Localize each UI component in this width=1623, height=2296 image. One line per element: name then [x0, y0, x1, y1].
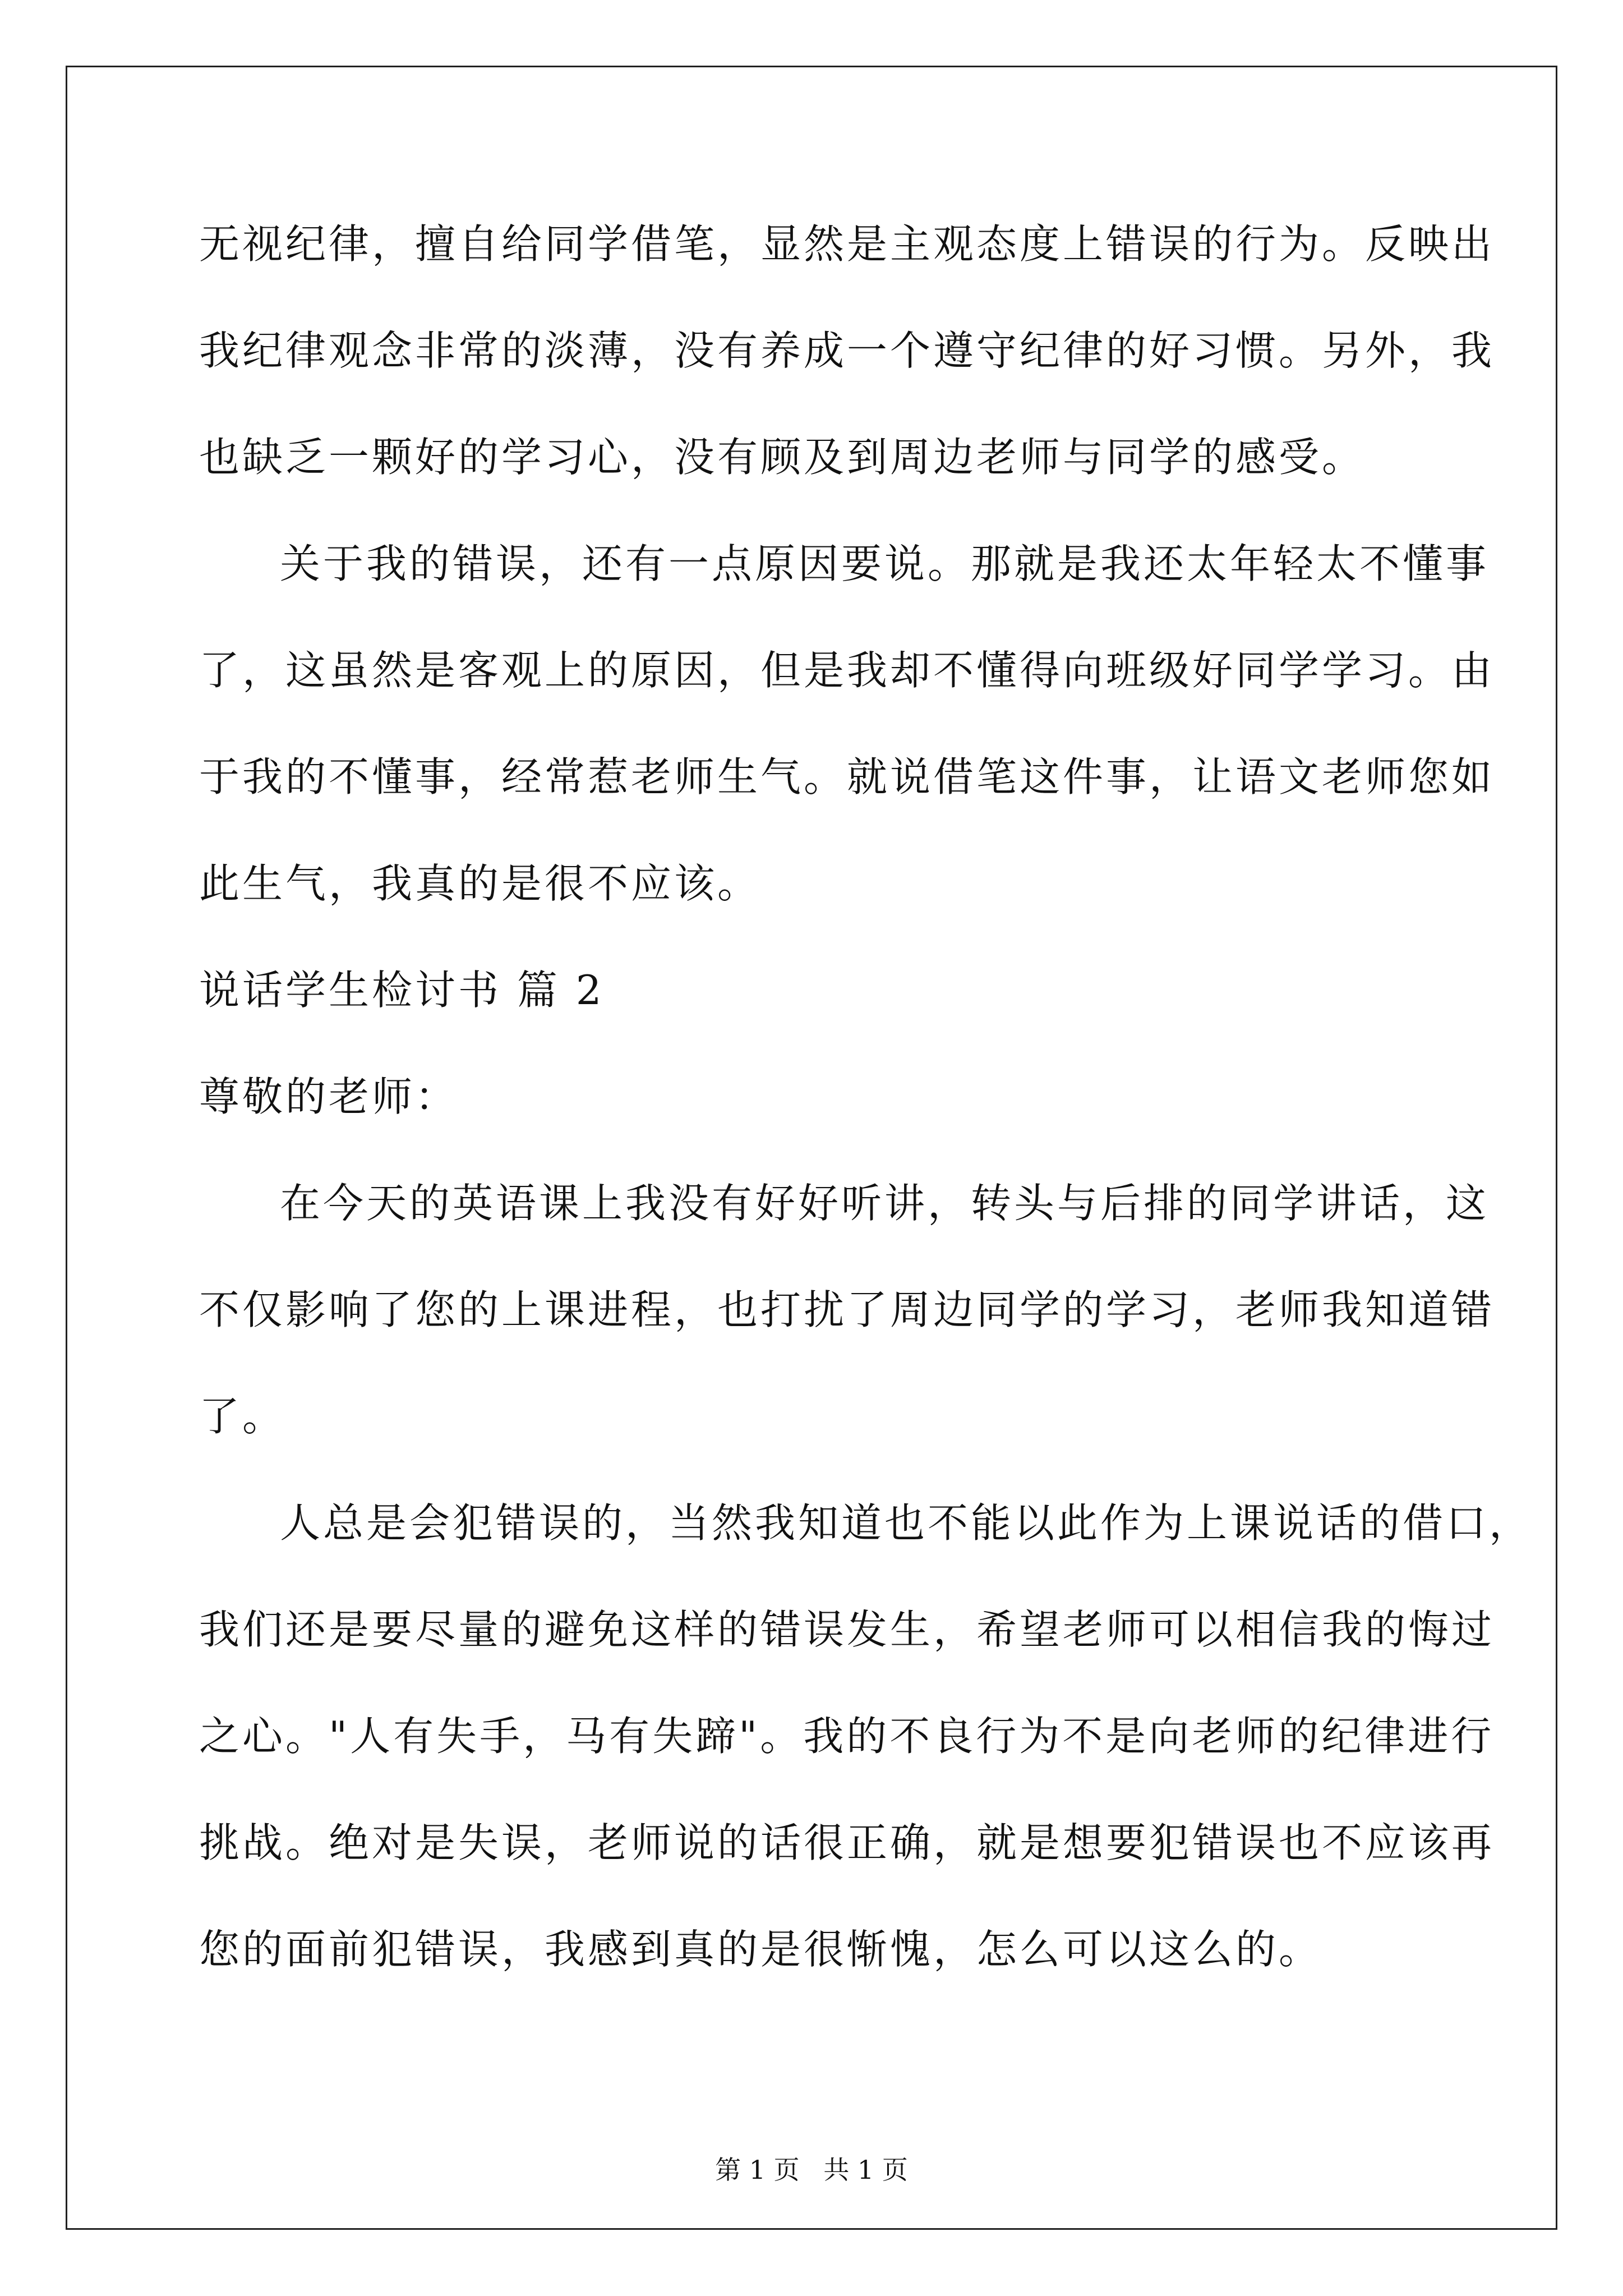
- paragraph-line: 我纪律观念非常的淡薄，没有养成一个遵守纪律的好习惯。另外，我: [199, 327, 1495, 374]
- paragraph-line: 了。: [199, 1393, 286, 1440]
- paragraph-line: 您的面前犯错误，我感到真的是很惭愧，怎么可以这么的。: [199, 1926, 1322, 1973]
- paragraph-line: 挑战。绝对是失误，老师说的话很正确，就是想要犯错误也不应该再: [199, 1819, 1495, 1866]
- paragraph-line: 人总是会犯错误的，当然我知道也不能以此作为上课说话的借口，: [280, 1499, 1533, 1547]
- page-number: 第 1 页: [715, 2155, 800, 2185]
- page-frame: [66, 66, 1557, 2230]
- paragraph-line: 我们还是要尽量的避免这样的错误发生，希望老师可以相信我的悔过: [199, 1606, 1495, 1653]
- paragraph-line: 此生气，我真的是很不应该。: [199, 860, 761, 907]
- paragraph-line: 在今天的英语课上我没有好好听讲，转头与后排的同学讲话，这: [280, 1180, 1490, 1227]
- paragraph-line: 无视纪律，擅自给同学借笔，显然是主观态度上错误的行为。反映出: [199, 220, 1495, 268]
- paragraph-line: 于我的不懂事，经常惹老师生气。就说借笔这件事，让语文老师您如: [199, 753, 1495, 800]
- paragraph-line: 关于我的错误，还有一点原因要说。那就是我还太年轻太不懂事: [280, 540, 1490, 587]
- page-footer: [0, 2153, 1623, 2187]
- section-heading: 说话学生检讨书 篇 2: [199, 967, 605, 1014]
- paragraph-line: 了，这虽然是客观上的原因，但是我却不懂得向班级好同学学习。由: [199, 647, 1495, 694]
- paragraph-line: 之心。"人有失手，马有失蹄"。我的不良行为不是向老师的纪律进行: [199, 1713, 1495, 1760]
- paragraph-line: 不仅影响了您的上课进程，也打扰了周边同学的学习，老师我知道错: [199, 1286, 1495, 1333]
- paragraph-line: 也缺乏一颗好的学习心，没有顾及到周边老师与同学的感受。: [199, 434, 1366, 481]
- salutation: 尊敬的老师：: [199, 1073, 459, 1120]
- page-total: 共 1 页: [823, 2155, 908, 2185]
